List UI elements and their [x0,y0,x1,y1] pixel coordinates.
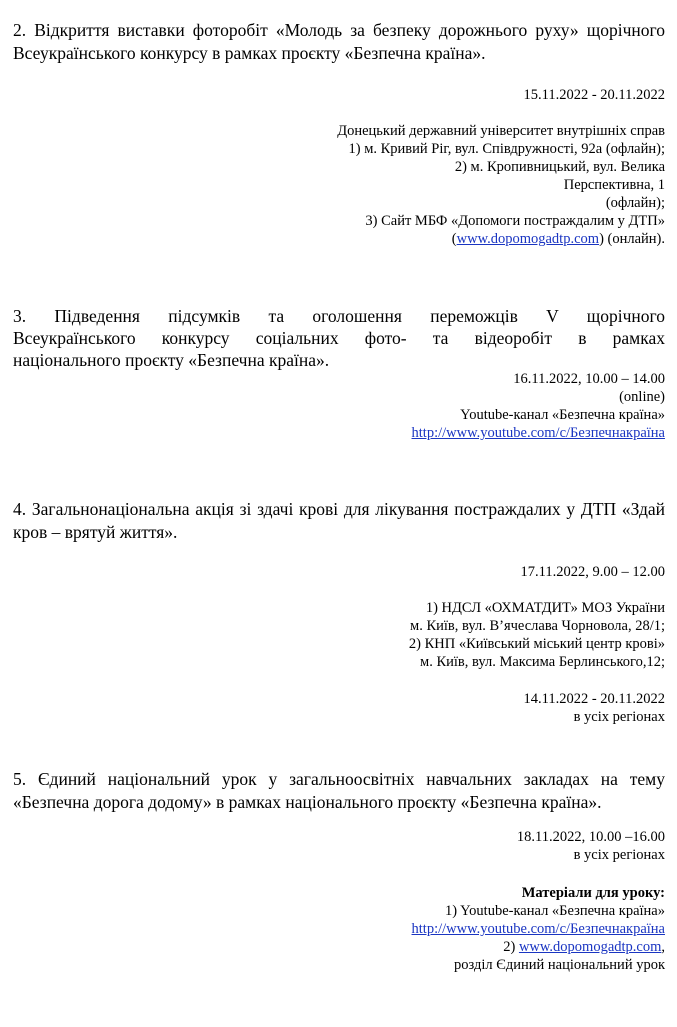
section-5-materials [412,884,665,974]
section-3-heading-line-3: національного проєкту «Безпечна країна». [13,350,330,370]
venue-line: Перспективна, 1 [563,177,665,193]
venue-line: 1) м. Кривий Ріг, вул. Співдружності, 92а (офлайн); [348,141,665,157]
section-5-regions: в усіх регіонах [573,847,665,863]
section-3-heading-line-1: 3. Підведення підсумків та оголошення переможців V щорічного [13,306,665,326]
material-2-line-2: розділ Єдиний національний урок [454,957,665,973]
material-1: 1) Youtube-канал «Безпечна країна» [445,903,665,919]
section-3-datetime: 16.11.2022, 10.00 – 14.00 [513,371,665,387]
dopomogadtp-link[interactable]: www.dopomogadtp.com [456,231,600,247]
section-2-schedule [523,86,665,104]
section-4-heading: 4. Загальнонаціональна акція зі здачі крові для лікування постраждалих у ДТП «Здай кров – врятуй життя». [13,499,665,542]
online-suffix: ) (онлайн). [599,231,665,247]
section-4-datetime: 17.11.2022, 9.00 – 12.00 [520,564,665,580]
venue-line: 1) НДСЛ «ОХМАТДИТ» МОЗ України [425,600,665,616]
section-4-schedule [521,563,665,581]
venue-line: (офлайн); [605,195,665,211]
section-5-schedule [517,828,665,864]
material-2 [412,938,665,956]
section-4-regional [523,690,665,726]
section-2-venues [337,122,665,248]
section-3-heading-line-2: Всеукраїнського конкурсу соціальних фото- та відеоробіт в рамках [13,328,665,348]
youtube-link-2[interactable]: http://www.youtube.com/c/Безпечнакраїна [411,921,665,937]
venue-line: Донецький державний університет внутрішніх справ [337,123,665,139]
section-3-mode: (online) [619,389,665,405]
section-4-venues [409,599,665,671]
section-5-datetime: 18.11.2022, 10.00 –16.00 [516,829,665,845]
material-2-suffix: , [661,939,665,955]
material-2-prefix: 2) [503,939,519,955]
venue-line: м. Київ, вул. В’ячеслава Чорновола, 28/1; [410,618,665,634]
section-2-heading: 2. Відкриття виставки фоторобіт «Молодь за безпеку дорожнього руху» щорічного Всеукраїнського конкурсу в рамках проєкту «Безпечна країна». [13,20,665,63]
paren-open: ( [451,231,457,247]
section-5-heading: 5. Єдиний національний урок у загальноосвітніх навчальних закладах на тему «Безпечна дорога додому» в рамках національного проєкту «Безпечна країна». [13,769,665,812]
section-4-regions: в усіх регіонах [573,709,665,725]
dopomogadtp-link-2[interactable]: www.dopomogadtp.com [518,939,662,955]
section-4-dates: 14.11.2022 - 20.11.2022 [523,691,665,707]
venue-line: м. Київ, вул. Максима Берлинського,12; [420,654,665,670]
section-3-channel: Youtube-канал «Безпечна країна» [460,407,665,423]
section-3-schedule [412,370,665,442]
section-2-dates: 15.11.2022 - 20.11.2022 [523,87,665,103]
youtube-link[interactable]: http://www.youtube.com/c/Безпечнакраїна [411,425,665,441]
venue-line-link [337,230,665,248]
venue-line: 2) КНП «Київський міський центр крові» [408,636,665,652]
venue-line: 2) м. Кропивницький, вул. Велика [454,159,665,175]
venue-line: 3) Сайт МБФ «Допомоги постраждалим у ДТП» [365,213,665,229]
materials-title: Матеріали для уроку: [521,885,665,901]
